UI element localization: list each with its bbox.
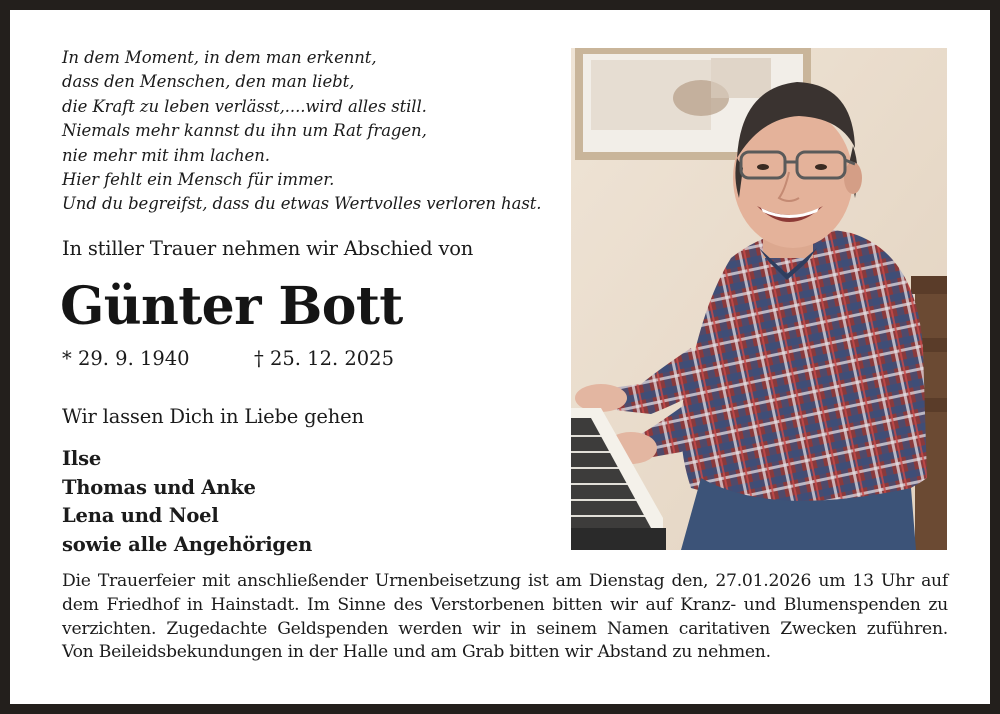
mourner: Ilse [62, 447, 102, 470]
mourners-list [62, 445, 312, 559]
farewell-text: Wir lassen Dich in Liebe gehen [62, 405, 364, 428]
poem-line: Und du begreifst, dass du etwas Wertvolles verloren hast. [62, 194, 542, 214]
poem-line: dass den Menschen, den man liebt, [62, 72, 355, 92]
poem-line: die Kraft zu leben verlässt,....wird alles still. [62, 96, 427, 116]
poem-line: In dem Moment, in dem man erkennt, [62, 48, 377, 67]
notice-line: Von Beileidsbekundungen in der Halle und am Grab bitten wir Abstand zu nehmen. [62, 642, 771, 663]
poem-line: Hier fehlt ein Mensch für immer. [62, 170, 335, 190]
death-date: † 25. 12. 2025 [254, 347, 394, 370]
portrait-photo [571, 48, 947, 550]
mourner: Thomas und Anke [62, 475, 256, 499]
notice-line: verzichten. Zugedachte Geldspenden werden wir in seinem Namen caritativen Zwecken zuführen. [62, 618, 948, 639]
portrait-illustration [571, 48, 947, 550]
intro-text: In stiller Trauer nehmen wir Abschied von [62, 237, 474, 260]
poem-line: Niemals mehr kannst du ihn um Rat fragen, [62, 121, 427, 141]
ceremony-notice [62, 570, 948, 665]
deceased-name: Günter Bott [60, 276, 403, 337]
notice-line: Die Trauerfeier mit anschließender Urnenbeisetzung ist am Dienstag den, 27.01.2026 um 13 Uhr auf [62, 571, 948, 591]
birth-date: * 29. 9. 1940 [62, 347, 190, 370]
mourner: Lena und Noel [62, 504, 219, 527]
poem-line: nie mehr mit ihm lachen. [62, 145, 270, 165]
mourner: sowie alle Angehörigen [62, 532, 313, 556]
notice-line: dem Friedhof in Hainstadt. Im Sinne des Verstorbenen bitten wir auf Kranz- und Blumenspenden zu [62, 594, 948, 615]
poem [62, 46, 542, 217]
